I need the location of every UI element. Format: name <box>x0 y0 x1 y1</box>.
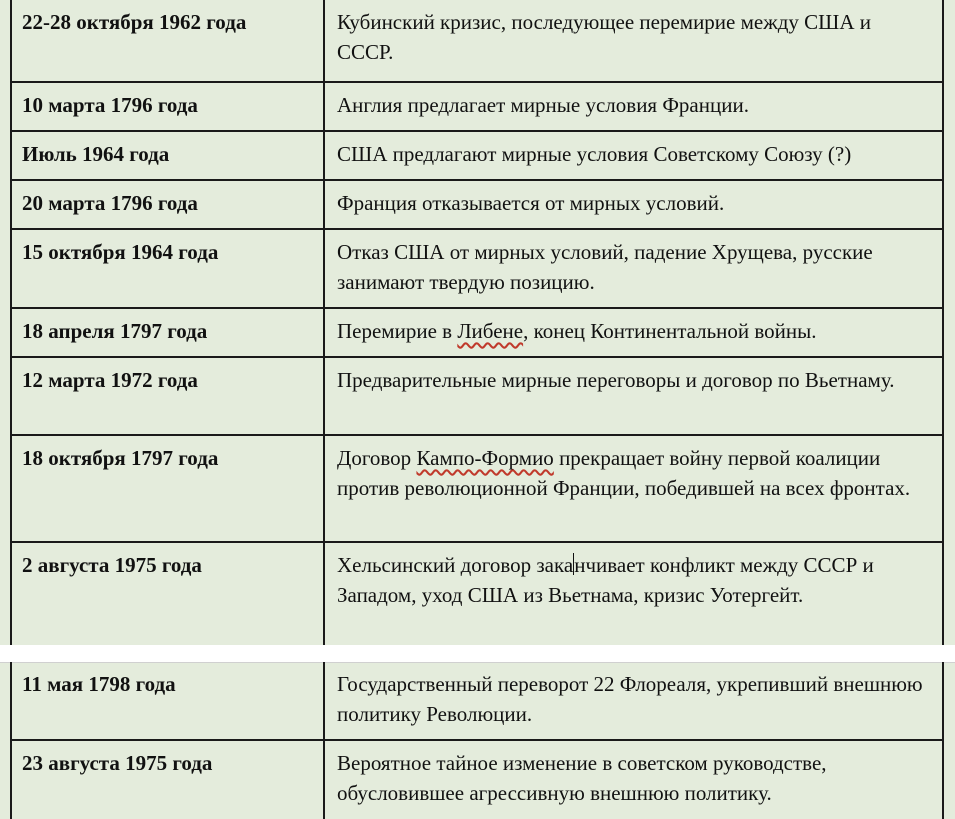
date-cell[interactable]: 20 марта 1796 года <box>11 180 324 229</box>
table-row <box>11 740 943 819</box>
table-row <box>11 662 943 740</box>
table-row <box>11 0 943 82</box>
event-text: нчивает конфликт между СССР и Западом, уход США из Вьетнама, кризис Уотергейт. <box>337 553 874 607</box>
event-cell[interactable]: Государственный переворот 22 Флореаля, укрепивший внешнюю политику Революции. <box>324 662 943 740</box>
date-cell[interactable]: 11 мая 1798 года <box>11 662 324 740</box>
event-text: прекращает войну первой коалиции против революционной Франции, победившей на всех фронтах. <box>337 446 911 500</box>
event-cell[interactable]: Франция отказывается от мирных условий. <box>324 180 943 229</box>
event-cell[interactable]: Вероятное тайное изменение в советском руководстве, обусловившее агрессивную внешнюю политику. <box>324 740 943 819</box>
date-cell[interactable]: 12 марта 1972 года <box>11 357 324 435</box>
date-cell[interactable]: 18 октября 1797 года <box>11 435 324 542</box>
event-cell[interactable] <box>324 542 943 650</box>
event-cell[interactable]: Предварительные мирные переговоры и договор по Вьетнаму. <box>324 357 943 435</box>
event-cell[interactable] <box>324 308 943 357</box>
date-cell[interactable]: 10 марта 1796 года <box>11 82 324 131</box>
table-row <box>11 180 943 229</box>
spellcheck-flagged-word[interactable]: Кампо-Формио <box>416 446 554 470</box>
table-row <box>11 82 943 131</box>
spellcheck-flagged-word[interactable]: Либене <box>457 319 524 343</box>
table-row <box>11 357 943 435</box>
event-cell[interactable]: Кубинский кризис, последующее перемирие между США и СССР. <box>324 0 943 82</box>
event-cell[interactable] <box>324 435 943 542</box>
event-cell[interactable]: США предлагают мирные условия Советскому Союзу (?) <box>324 131 943 180</box>
event-text: , конец Континентальной войны. <box>523 319 817 343</box>
timeline-table-continued <box>10 662 944 819</box>
event-text: Хельсинский договор зака <box>337 553 574 577</box>
date-cell[interactable]: 18 апреля 1797 года <box>11 308 324 357</box>
event-cell[interactable]: Англия предлагает мирные условия Франции. <box>324 82 943 131</box>
table-row <box>11 229 943 308</box>
table-row <box>11 542 943 650</box>
page-break <box>0 645 955 663</box>
date-cell[interactable]: 2 августа 1975 года <box>11 542 324 650</box>
date-cell[interactable]: 15 октября 1964 года <box>11 229 324 308</box>
date-cell[interactable]: 22-28 октября 1962 года <box>11 0 324 82</box>
timeline-table <box>10 0 944 651</box>
date-cell[interactable]: 23 августа 1975 года <box>11 740 324 819</box>
table-row <box>11 131 943 180</box>
table-row <box>11 308 943 357</box>
event-text: Договор <box>337 446 417 470</box>
event-text: Перемирие в <box>337 319 458 343</box>
event-cell[interactable]: Отказ США от мирных условий, падение Хрущева, русские занимают твердую позицию. <box>324 229 943 308</box>
table-row <box>11 435 943 542</box>
date-cell[interactable]: Июль 1964 года <box>11 131 324 180</box>
